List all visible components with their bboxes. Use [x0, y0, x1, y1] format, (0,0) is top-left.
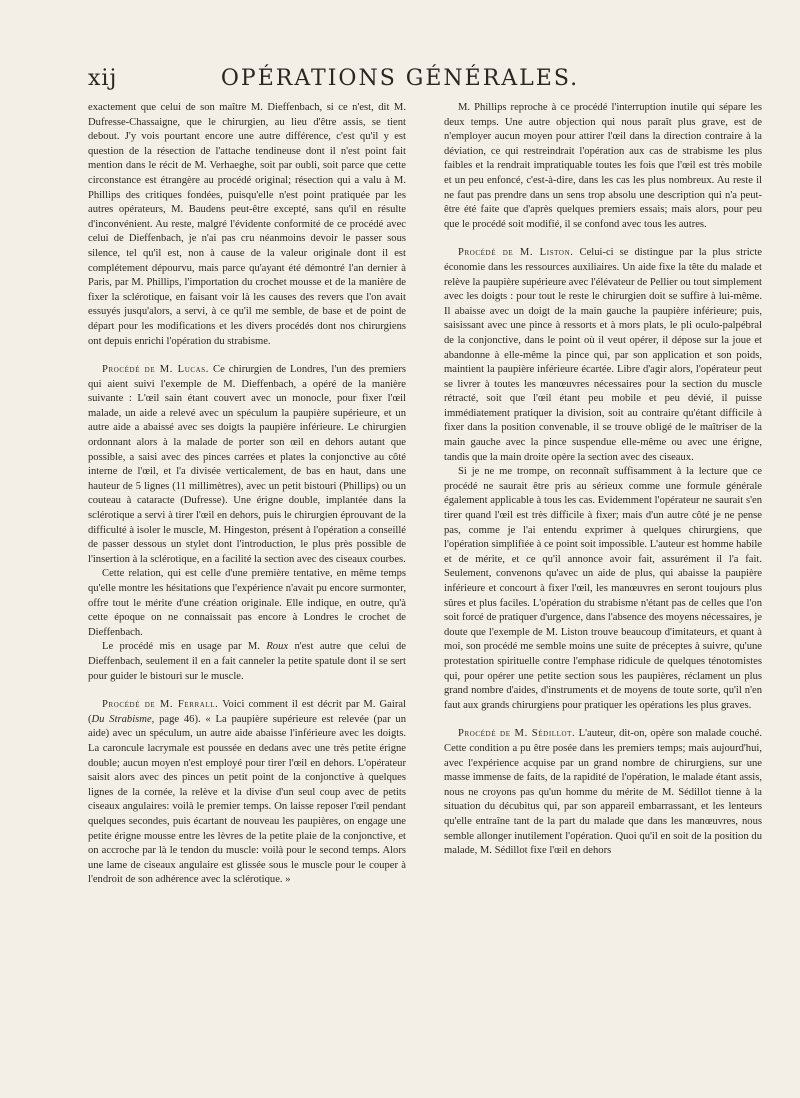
right-column — [444, 101, 762, 859]
paragraph: M. Phillips reproche à ce procédé l'interruption inutile qui sépare les deux temps. Une autre objection qui nous paraît plus grave, est de n'employer aucun moyen pour attirer l'œil dans la direction contraire à la déviation, ce qui restreindrait l'opération aux cas de strabisme les plus faibles et la rendrait impratiquable toutes les fois que l'œil est très mobile et un peu enfoncé, c'est-à-dire, dans les cas les plus nombreux. Au reste il ne faut pas prendre dans un sens trop absolu une description qui n'a peut-être été faite que d'après quelques premiers essais; mais alors, pour peu que le procédé soit modifié, il se confond avec tous les autres. — [444, 102, 762, 230]
paragraph-sedillot — [444, 727, 762, 858]
paragraph-text: n'est autre que celui de Dieffenbach, seulement il en a fait canneler la petite spatule dont il se sert pour guider le bistouri sur le muscle. — [88, 641, 406, 682]
paragraph: Cette relation, qui est celle d'une première tentative, en même temps qu'elle montre les hésitations que l'expérience n'avait pu encore surmonter, offre tout le mérite d'une création originale. Elle indique, en outre, qu'à cette époque on ne connaissait pas encore à Londres le crochet de Dieffenbach. — [88, 568, 406, 638]
paragraph: exactement que celui de son maître M. Dieffenbach, si ce n'est, dit M. Dufresse-Chassaigne, que le chirurgien, au lieu d'être assis, se tient debout. J'y vois pourtant encore une autre différence, c'est qu'il y est question de la résection de l'attache tendineuse dont il n'est point fait mention dans le récit de M. Verhaeghe, soit par oubli, soit parce que cette circonstance est étrangère au procédé original; résection qui a valu à M. Phillips des critiques fondées, puisqu'elle n'est point pratiquée par les autres opérateurs, M. Baudens peut-être excepté, sans qu'il en résulte d'inconvénient. Au reste, malgré l'évidente conformité de ce procédé avec celui de Dieffenbach, je n'ai pas cru néanmoins devoir le passer sous silence, tel qu'il est, non à cause de la valeur originale dont il est complétement dépourvu, mais parce qu'ayant été démontré l'an dernier à Paris, par M. Phillips, l'importation du crochet mousse et de la manière de fixer la sclérotique, en faisant voir là les causes des revers que l'on avait essuyés jusqu'alors, a servi, à ce qu'il me semble, de base et de point de départ pour les modifications et les divers procédés dont nos chirurgiens ont depuis enrichi l'opération du strabisme. — [88, 102, 406, 347]
paragraph-roux — [88, 640, 406, 684]
paragraph-text: Ce chirurgien de Londres, l'un des premiers qui aient suivi l'exemple de M. Dieffenbach, a opéré de la manière suivante : L'œil sain étant couvert avec un monocle, pour fixer l'œil malade, un aide a relevé avec un spéculum la paupière supérieure, et un autre aide a abaissé avec ses doigts la paupière inférieure. Le chirurgien ordonnant alors à la malade de porter son œil en dehors autant que possible, a saisi avec des pinces carrées et plates la conjonctive au côté interne de l'œil, et l'a divisée verticalement, de bas en haut, dans une hauteur de 5 lignes (11 millimètres), avec un petit bistouri (Phillips) ou un couteau à cataracte (Dufresse). Une érigne double, implantée dans la sclérotique a servi à tirer l'œil en dehors, puis le chirurgien éprouvant de la difficulté à isoler le muscle, M. Hingeston, présent à l'opération a conseillé de passer dessous un stylet dont l'introduction, le plus près possible de l'insertion à la sclérotique, en a facilité la section avec des ciseaux courbes. — [88, 364, 406, 565]
paragraph-liston — [444, 246, 762, 465]
section-heading-lucas: Procédé de M. Lucas. — [102, 364, 210, 376]
paragraph-ferrall — [88, 698, 406, 888]
paragraph-lucas — [88, 363, 406, 567]
paragraph-text: L'auteur, dit-on, opère son malade couché. Cette condition a pu être posée dans les premiers temps; mais aujourd'hui, avec l'expérience acquise par un grand nombre de chirurgiens, sur une masse immense de faits, de la rapidité de l'opération, le malade étant assis, nous ne croyons pas qu'un homme du mérite de M. Sédillot tienne à la situation du décubitus qui, par son appareil embarrassant, et les lenteurs qu'elle entraîne tant de la part du malade que dans les manœuvres, nous semble allonger inutilement l'opération. Quoi qu'il en soit de la position du malade, M. Sédillot fixe l'œil en dehors — [444, 728, 763, 857]
paragraph-text: Voici comment il est décrit par M. Gairal ( — [88, 699, 406, 725]
left-column — [88, 101, 406, 888]
book-title: Du Strabisme, — [91, 713, 155, 725]
section-heading-ferrall: Procédé de M. Ferrall. — [102, 699, 219, 711]
paragraph-text: Le procédé mis en usage par M. — [102, 641, 267, 653]
paragraph: Si je ne me trompe, on reconnaît suffisamment à la lecture que ce procédé ne saurait être pris au sérieux comme une formule générale également applicable à tous les cas. Evidemment l'opérateur ne saurait s'en tirer quand l'œil est très difficile à fixer; mais d'un autre côté je ne pense pas, comme je l'ai entendu exprimer à quelques chirurgiens, que l'opération simplifiée à ce point soit impossible. L'auteur est homme habile et de mérite, et ce qu'il annonce avoir fait, assurément il l'a fait. Seulement, convenons qu'avec un aide de plus, qui abaisse la paupière inférieure et concourt à fixer l'œil, les manœuvres en seront toujours plus sûres et plus faciles. L'opération du strabisme n'étant pas de celles que l'on soit forcé de pratiquer d'urgence, dans l'absence des moyens nécessaires, je doute que l'exemple de M. Liston trouve beaucoup d'imitateurs, et quant à moi, son procédé me semble moins une suite de préceptes à suivre, qu'une protestation spirituelle contre l'emphase ridicule de quelques ténotomistes qui, pour opérer une petite section sous les paupières, réclament un plus grand nombre d'aides, d'instruments et de moyens de toute sorte, qu'il n'en faut aux grands chirurgiens pour pratiquer les opérations les plus graves. — [444, 466, 762, 711]
name-roux: Roux — [266, 641, 289, 653]
paragraph-text: Celui-ci se distingue par la plus stricte économie dans les ressources auxiliaires. Un aide fixe la tête du malade et relève la paupière supérieure avec l'élévateur de Pellier ou tout simplement avec les doigts : pour tout le reste le chirurgien doit se suffire à lui-même. Il abaisse avec un doigt de la main gauche la paupière inférieure; puis, saisissant avec une pince à ressorts et à mors plats, le pli oculo-palpébral de la conjonctive, dans le point où il veut opérer, il dépose sur la joue et abandonne à elle-même la pince qui, par son application et son poids, maintient la paupière inférieure écartée. Libre d'agir alors, l'opérateur peut se livrer à toutes les manœuvres nécessaires pour la section du muscle rétracté, soit que l'œil étant peu mobile et peu dévié, il puisse immédiatement pratiquer la division, soit au contraire qu'étant difficile à fixer dans la position convenable, il se trouve obligé de le maîtriser de la main gauche avec la pince suspendue elle-même ou avec une érigne, tandis que la main droite opère la section avec des ciseaux. — [444, 247, 762, 463]
page-number: xij — [88, 66, 118, 91]
paragraph-text: page 46). « La paupière supérieure est relevée (par un aide) avec un spéculum, un autre aide abaisse l'inférieure avec les doigts. La caroncule lacrymale est poussée en dedans avec une très petite érigne double; aucun moyen n'est employé pour tirer l'œil en dehors. L'opérateur saisit alors avec des pinces un petit point de la conjonctive à quelques lignes de la cornée, la relève et la divise d'un seul coup avec de petits ciseaux angulaires: voilà le premier temps. On laisse reposer l'œil pendant quelques secondes, puis écartant de nouveau les paupières, on engage une petite érigne mousse entre les lèvres de la petite plaie de la conjonctive, et on accroche par là le tendon du muscle: voilà pour le second temps. Alors une lame de ciseaux angulaire est glissée sous le muscle pour le couper à l'endroit de son adhérence avec la sclérotique. » — [88, 713, 406, 886]
running-head: OPÉRATIONS GÉNÉRALES. — [220, 66, 580, 91]
section-heading-liston: Procédé de M. Liston. — [458, 247, 574, 259]
section-heading-sedillot: Procédé de M. Sédillot. — [458, 728, 576, 740]
